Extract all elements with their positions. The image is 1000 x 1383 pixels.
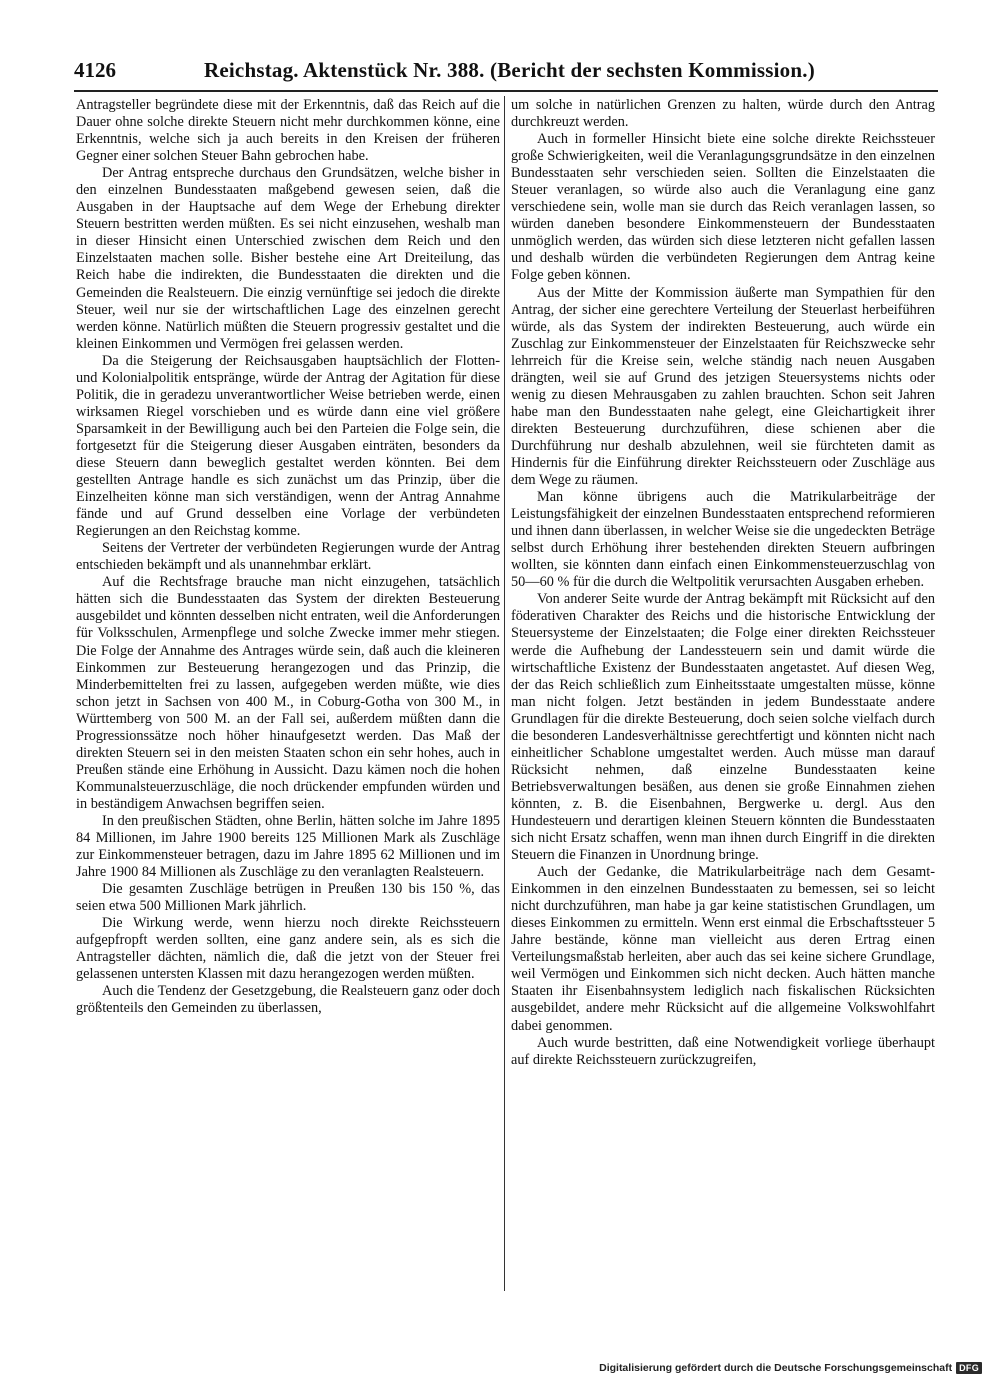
right-column	[511, 97, 935, 1297]
paragraph: Auch die Tendenz der Gesetzgebung, die Realsteuern ganz oder doch größtenteils den Gemeinden zu überlassen,	[76, 983, 500, 1017]
header-rule	[74, 90, 938, 92]
paragraph: Auch in formeller Hinsicht biete eine solche direkte Reichssteuer große Schwierigkeiten, weil die Veranlagungsgrundsätze in den einzelnen Bundesstaaten sehr verschieden seien. Sollten die Einzelstaaten die Steuer veranlagen, so würde also auch die Veranlagung eine ganz verschiedene sein, wolle man sie durch das Reich veranlagen lassen, so würden daneben besondere Einkommensteuern der Bundesstaaten unmöglich werden, das würden sich diese letzteren nicht gefallen lassen und deshalb würden die verbündeten Regierungen dem Antrag keine Folge geben können.	[511, 131, 935, 284]
paragraph: Auf die Rechtsfrage brauche man nicht einzugehen, tatsächlich hätten sich die Bundesstaaten das System der direkten Besteuerung ausgebildet und könnten desselben nicht entraten, weil die Anforderungen für Volksschulen, Armenpflege und solche Zwecke immer mehr stiegen. Die Folge der Annahme des Antrages würde sein, daß auch die kleineren Einkommen zur Besteuerung herangezogen und das Prinzip, die Minderbemittelten frei zu lassen, aufgegeben werden müßte, wie dies schon jetzt in Sachsen von 400 M., in Coburg-Gotha von 300 M., in Württemberg von 500 M. an der Fall sei, außerdem müßten dann die Progressionssätze noch höher hinaufgesetzt werden. Das Maß der direkten Steuern sei in den meisten Staaten schon ein sehr hohes, auch in Preußen stände eine Erhöhung in Aussicht. Dazu kämen noch die hohen Kommunalsteuerzuschläge, die noch drückender empfunden würden und in beständigem Anwachsen begriffen seien.	[76, 574, 500, 812]
paragraph: In den preußischen Städten, ohne Berlin, hätten solche im Jahre 1895 84 Millionen, im Jahre 1900 bereits 125 Millionen Mark als Zuschläge zur Einkommensteuer betragen, dazu im Jahre 1895 62 Millionen und im Jahre 1900 84 Millionen als Zuschläge zu den veranlagten Realsteuern.	[76, 812, 500, 881]
paragraph: Da die Steigerung der Reichsausgaben hauptsächlich der Flotten- und Kolonialpolitik entspränge, würde der Antrag der Agitation für diese Politik, die in geradezu unverantwortlicher Weise betrieben werde, einen wirksamen Riegel vorschieben und es würde dann eine viel größere Sparsamkeit in der Bewilligung auch bei den Parteien die Folge sein, die fortgesetzt für die Steigerung dieser Ausgaben einträten, besonders da diese Steuern dann beweglich gestaltet werden könnten. Bei dem gestellten Antrage handle es sich zunächst um das Prinzip, über die Einzelheiten könne man sich verständigen, wenn der Antrag Annahme fände und auf Grund desselben eine Vorlage der verbündeten Regierungen an den Reichstag komme.	[76, 352, 500, 540]
paragraph: Die gesamten Zuschläge betrügen in Preußen 130 bis 150 %, das seien etwa 500 Millionen Mark jährlich.	[76, 881, 500, 915]
running-title: Reichstag. Aktenstück Nr. 388. (Bericht der sechsten Kommission.)	[204, 58, 815, 82]
dfg-logo-icon: DFG	[956, 1362, 982, 1374]
paragraph: Seitens der Vertreter der verbündeten Regierungen wurde der Antrag entschieden bekämpft und als unannehmbar erklärt.	[76, 540, 500, 574]
column-divider	[504, 96, 505, 1291]
page-header	[74, 58, 936, 86]
paragraph: Der Antrag entspreche durchaus den Grundsätzen, welche bisher in den einzelnen Bundesstaaten maßgebend gewesen seien, daß die Ausgaben in der Hauptsache auf dem Wege der Erhebung direkter Steuern bestritten werden müßten. Es sei nicht einzusehen, weshalb man in dieser Hinsicht einen Unterschied zwischen dem Reich und den Einzelstaaten machen solle. Bisher bestehe eine Art Dreiteilung, das Reich habe die indirekten, die Bundesstaaten die direkten und die Gemeinden die Realsteuern. Die einzig vernünftige sei jedoch die direkte Steuer, weil nur sie der wirtschaftlichen Lage des einzelnen gerecht werden könne. Natürlich müßten die Steuern progressiv gestaltet und die kleinen Einkommen und Vermögen frei gelassen werden.	[76, 165, 500, 352]
paragraph: um solche in natürlichen Grenzen zu halten, würde durch den Antrag durchkreuzt werden.	[511, 97, 935, 131]
footer-credit	[599, 1360, 982, 1376]
paragraph: Die Wirkung werde, wenn hierzu noch direkte Reichssteuern aufgepfropft werden sollten, eine ganz andere sein, als es sich die Antragsteller dächten, nämlich die, daß die jetzt von der Steuer frei gelassenen untersten Klassen mit dazu herangezogen werden müßten.	[76, 915, 500, 983]
paragraph: Von anderer Seite wurde der Antrag bekämpft mit Rücksicht auf den föderativen Charakter des Reichs und die historische Entwicklung der Steuersysteme der Einzelstaaten; die Folge einer direkten Reichssteuer werde die Aufhebung der Landessteuern sein und damit würde die wirtschaftliche Existenz der Bundesstaaten angetastet. Auf diesen Weg, der das Reich schließlich zum Einheitsstaate umgestalten müsse, könne man nicht folgen. Jetzt beständen in jedem Bundesstaate andere Grundlagen für die direkte Besteuerung, doch seien solche vielfach durch die besonderen Landesverhältnisse gerechtfertigt und könnten nicht nach einheitlicher Schablone umgestaltet werden. Auch müsse man darauf Rücksicht nehmen, daß einzelne Bundesstaaten keine Betriebsverwaltungen besäßen, aus denen sie große Einnahmen ziehen könnten, z. B. die Eisenbahnen, Bergwerke u. dergl. Aus den Hundesteuern und derartigen kleinen Steuern könnten die Bundesstaaten sich nicht Ersatz schaffen, wenn man ihnen durch Eingriff in die direkten Steuern die Finanzen in Unordnung bringe.	[511, 591, 935, 864]
page-number: 4126	[74, 58, 116, 82]
footer-text: Digitalisierung gefördert durch die Deutsche Forschungsgemeinschaft	[599, 1362, 953, 1374]
paragraph: Auch wurde bestritten, daß eine Notwendigkeit vorliege überhaupt auf direkte Reichssteuern zurückzugreifen,	[511, 1034, 935, 1068]
paragraph: Antragsteller begründete diese mit der Erkenntnis, daß das Reich auf die Dauer ohne solche direkte Steuern nicht mehr durchkommen könne, eine Erkenntnis, welche sich ja auch bereits in den Kreisen der früheren Gegner einer solchen Steuer Bahn gebrochen habe.	[76, 97, 500, 165]
left-column	[76, 97, 500, 1297]
paragraph: Auch der Gedanke, die Matrikularbeiträge nach dem Gesamt-Einkommen in den einzelnen Bundesstaaten zu bemessen, sei so leicht nicht durchzuführen, man habe ja gar keine statistischen Grundlagen, um dieses Einkommen zu ermitteln. Wenn erst einmal die Erbschaftssteuer 5 Jahre bestände, könne man vielleicht aus deren Ertrag einen Verteilungsmaßstab herleiten, aber auch das sei keine sichere Grundlage, weil Vermögen und Einkommen sich nicht decken. Auch hätten manche Staaten ihr Eisenbahnsystem lediglich nach fiskalischen Rücksichten ausgebildet, andere mehr Rücksicht auf die allgemeine Volkswohlfahrt dabei genommen.	[511, 864, 935, 1034]
paragraph: Man könne übrigens auch die Matrikularbeiträge der Leistungsfähigkeit der einzelnen Bundesstaaten entsprechend reformieren und ihnen dann überlassen, in welcher Weise sie die ungedeckten Beträge selbst durch Erhöhung ihrer bestehenden direkten Steuern aufbringen wollten, sie könnten dann einfach einen Einkommensteuerzuschlag von 50—60 % für die durch die Weltpolitik verursachten Ausgaben erheben.	[511, 489, 935, 591]
paragraph: Aus der Mitte der Kommission äußerte man Sympathien für den Antrag, der sicher eine gerechtere Verteilung der Steuerlast herbeiführen würde, als das System der indirekten Besteuerung, auch würde ein Zuschlag zur Einkommensteuer der Einzelstaaten für Reichszwecke sehr lehrreich für die Kreise sein, welche ständig nach neuen Ausgaben drängten, weil sie auf Grund des jetzigen Steuersystems nichts oder wenig zu diesen Mehrausgaben zu zahlen brauchten. Schon seit Jahren habe man den Bundesstaaten nahe gelegt, eine Gleichartigkeit ihrer direkten Besteuerung durchzuführen, diese schienen aber die Durchführung nur deshalb abzulehnen, weil sie fürchteten damit as Hindernis für die Einführung direkter Reichssteuern oder Zuschläge aus dem Wege zu räumen.	[511, 284, 935, 489]
